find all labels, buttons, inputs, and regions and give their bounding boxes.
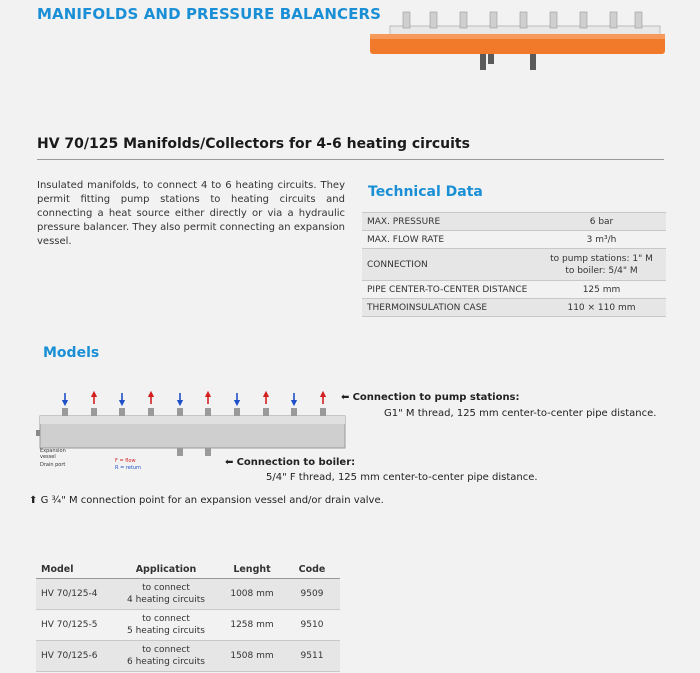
spec-value xyxy=(537,249,666,281)
app-line: to connect xyxy=(142,644,190,655)
manifold-product-image xyxy=(370,0,670,80)
table-header-row xyxy=(36,562,340,578)
cell-model: HV 70/125-5 xyxy=(36,609,112,640)
spec-value-line: to pump stations: 1" M xyxy=(550,253,653,264)
title-divider xyxy=(37,159,664,160)
technical-data-title: Technical Data xyxy=(368,184,483,200)
models-title: Models xyxy=(43,345,100,361)
callout-title: Connection to boiler: xyxy=(236,457,356,468)
table-row xyxy=(362,231,666,249)
spec-label: THERMOINSULATION CASE xyxy=(362,299,537,317)
app-line: 5 heating circuits xyxy=(127,625,205,636)
spec-value-line: to boiler: 5/4" M xyxy=(565,265,638,276)
legend-return: R = return xyxy=(115,465,142,471)
cell-model: HV 70/125-4 xyxy=(36,578,112,609)
cell-code: 9511 xyxy=(284,640,340,671)
cell-length: 1008 mm xyxy=(220,578,284,609)
cell-length: 1258 mm xyxy=(220,609,284,640)
label-line: vessel xyxy=(40,454,56,460)
page-title: HV 70/125 Manifolds/Collectors for 4-6 heating circuits xyxy=(37,136,470,152)
col-header-length: Lenght xyxy=(220,562,284,578)
label-line: Expansion xyxy=(40,448,66,454)
col-header-code: Code xyxy=(284,562,340,578)
cell-application xyxy=(112,578,220,609)
drain-port-label: Drain port xyxy=(40,462,66,468)
legend-flow: F = flow xyxy=(115,458,136,464)
cell-model: HV 70/125-6 xyxy=(36,640,112,671)
table-row xyxy=(362,249,666,281)
cell-length: 1508 mm xyxy=(220,640,284,671)
cell-code: 9509 xyxy=(284,578,340,609)
table-row xyxy=(362,281,666,299)
spec-label: CONNECTION xyxy=(362,249,537,281)
spec-label: MAX. PRESSURE xyxy=(362,213,537,231)
boiler-connection-callout xyxy=(225,457,355,468)
spec-value: 125 mm xyxy=(537,281,666,299)
arrow-left-icon: ⬅ xyxy=(225,457,234,468)
pump-connection-text: G1" M thread, 125 mm center-to-center pipe distance. xyxy=(384,408,657,419)
return-arrows xyxy=(65,393,294,403)
cell-application xyxy=(112,640,220,671)
technical-data-table xyxy=(362,212,666,317)
table-row xyxy=(36,578,340,609)
cell-application xyxy=(112,609,220,640)
intro-paragraph: Insulated manifolds, to connect 4 to 6 heating circuits. They permit fitting pump stations to heating circuits and connecting a heat source either directly or via a hydraulic pressure balancer. They also permit connecting an expansion vessel. xyxy=(37,180,345,247)
spec-label: MAX. FLOW RATE xyxy=(362,231,537,249)
table-row xyxy=(36,640,340,671)
app-line: to connect xyxy=(142,582,190,593)
expansion-vessel-label xyxy=(40,448,66,460)
table-row xyxy=(362,299,666,317)
flow-arrows xyxy=(94,394,323,404)
arrow-left-icon: ⬅ xyxy=(341,392,350,403)
app-line: to connect xyxy=(142,613,190,624)
spec-value: 6 bar xyxy=(537,213,666,231)
models-table xyxy=(36,562,340,672)
spec-value: 3 m³/h xyxy=(537,231,666,249)
col-header-application: Application xyxy=(112,562,220,578)
callout-text: G ¾" M connection point for an expansion vessel and/or drain valve. xyxy=(40,495,384,506)
flow-return-legend xyxy=(115,458,141,472)
table-row xyxy=(36,609,340,640)
pump-connection-callout xyxy=(341,392,520,403)
spec-label: PIPE CENTER-TO-CENTER DISTANCE xyxy=(362,281,537,299)
cell-code: 9510 xyxy=(284,609,340,640)
app-line: 6 heating circuits xyxy=(127,656,205,667)
spec-value: 110 × 110 mm xyxy=(537,299,666,317)
expansion-callout xyxy=(29,495,384,506)
callout-title: Connection to pump stations: xyxy=(352,392,520,403)
section-title: MANIFOLDS AND PRESSURE BALANCERS xyxy=(37,5,382,23)
arrow-up-icon: ⬆ xyxy=(29,495,38,506)
app-line: 4 heating circuits xyxy=(127,594,205,605)
table-row xyxy=(362,213,666,231)
boiler-connection-text: 5/4" F thread, 125 mm center-to-center pipe distance. xyxy=(266,472,538,483)
col-header-model: Model xyxy=(36,562,112,578)
